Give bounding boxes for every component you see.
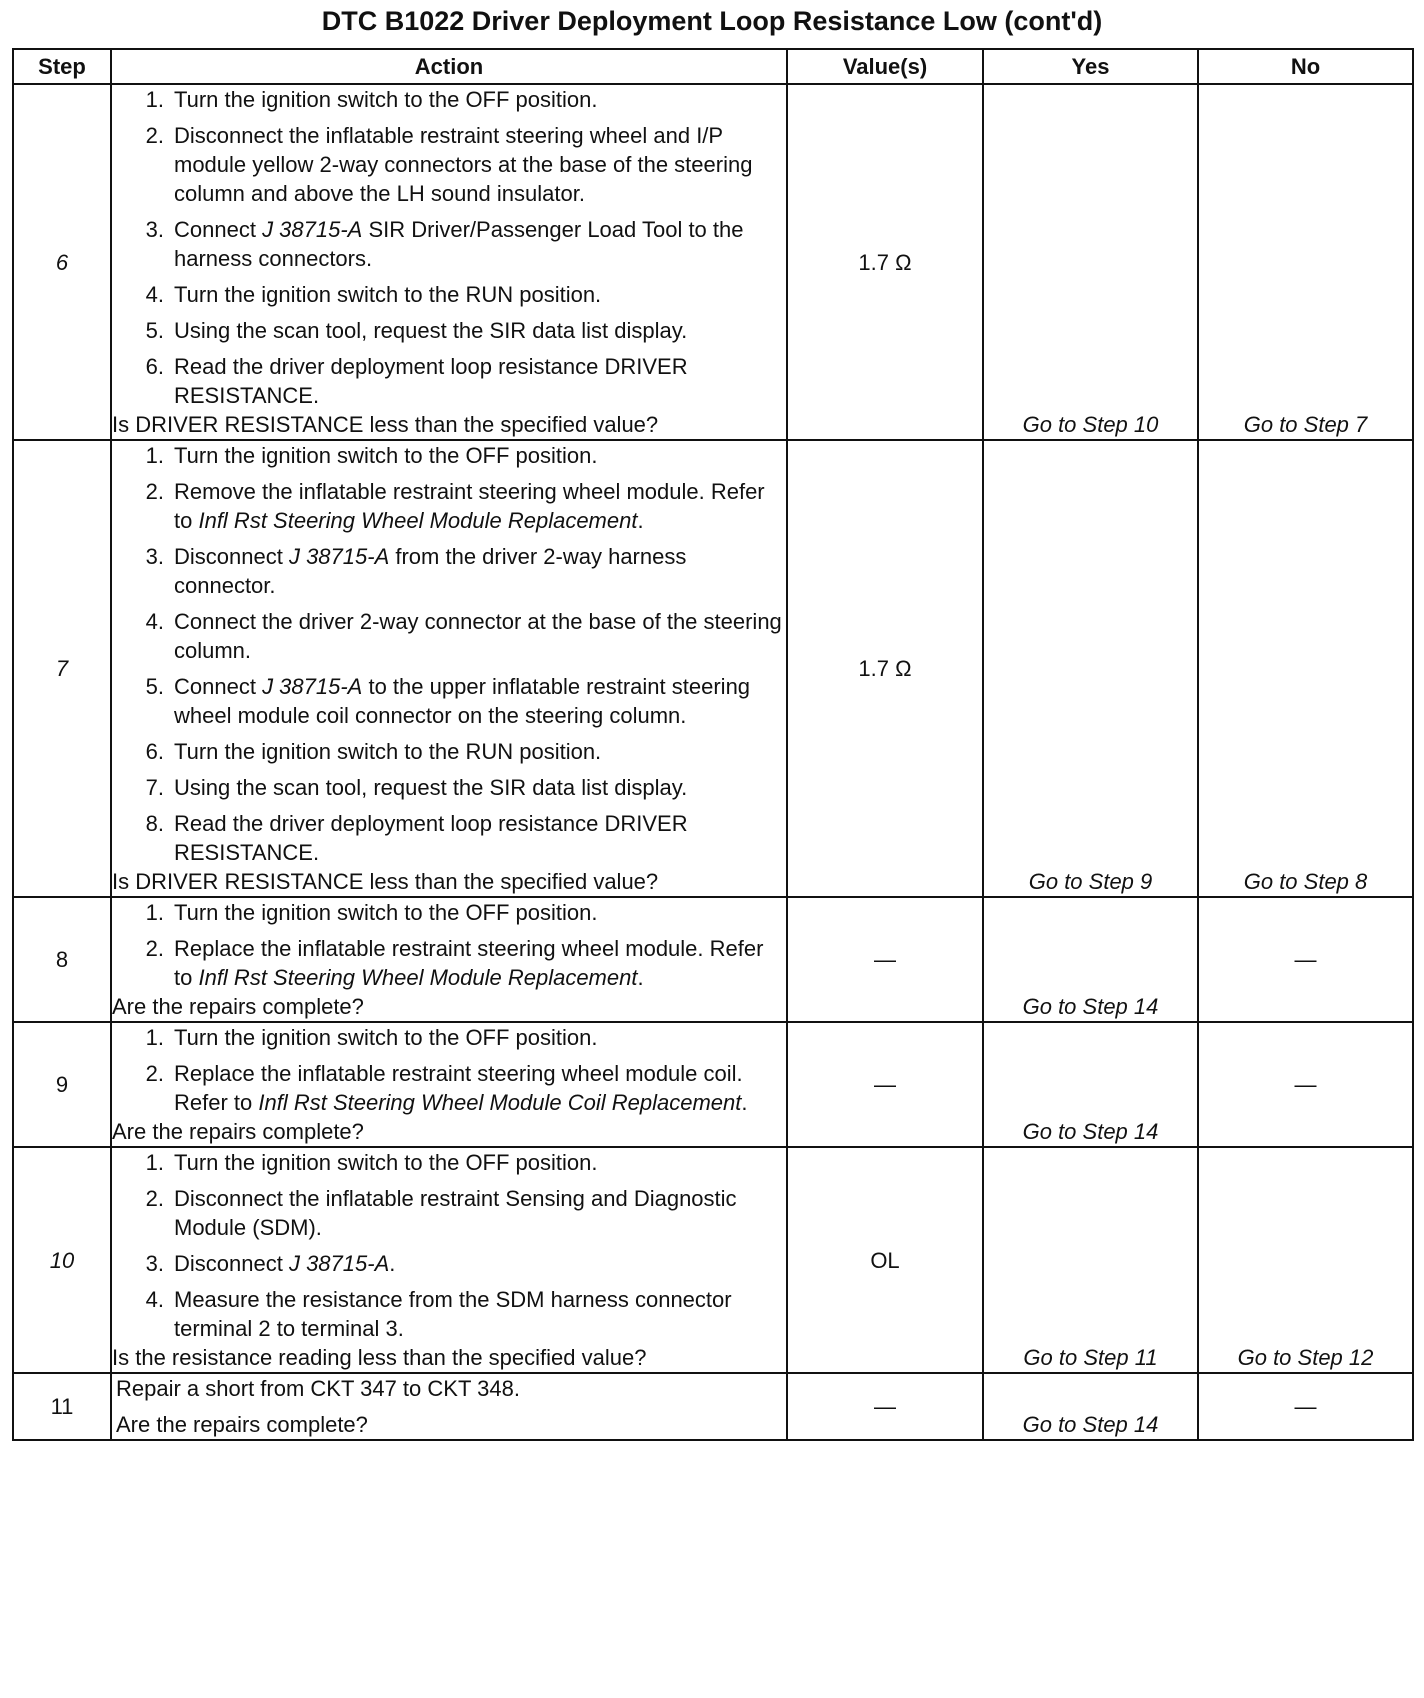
manual-reference: Infl Rst Steering Wheel Module Replacement <box>198 508 638 533</box>
action-list <box>112 85 786 410</box>
action-cell <box>111 1147 787 1373</box>
item-text: Read the driver deployment loop resistance DRIVER RESISTANCE. <box>174 811 688 865</box>
step-number: 6 <box>13 84 111 440</box>
step-number: 11 <box>13 1373 111 1440</box>
item-number: 6. <box>145 739 164 764</box>
item-number: 7. <box>145 775 164 800</box>
action-item <box>112 1184 786 1242</box>
step-number: 10 <box>13 1147 111 1373</box>
item-number: 2. <box>145 1061 164 1086</box>
no-cell: Go to Step 7 <box>1198 84 1413 440</box>
action-item <box>112 1059 786 1117</box>
item-number: 1. <box>145 443 164 468</box>
item-number: 5. <box>145 674 164 699</box>
item-text: Remove the inflatable restraint steering wheel module. Refer to <box>174 479 765 533</box>
item-number: 4. <box>145 609 164 634</box>
value-cell: — <box>787 1373 983 1440</box>
action-item <box>112 672 786 730</box>
item-number: 5. <box>145 318 164 343</box>
action-list <box>112 441 786 867</box>
table-row-step-6 <box>13 84 1413 440</box>
item-number: 2. <box>145 123 164 148</box>
no-cell: — <box>1198 897 1413 1022</box>
item-number: 2. <box>145 936 164 961</box>
header-no: No <box>1198 49 1413 84</box>
action-item <box>112 1285 786 1343</box>
value-cell: — <box>787 897 983 1022</box>
item-text: Turn the ignition switch to the OFF position. <box>174 1150 598 1175</box>
action-question: Is DRIVER RESISTANCE less than the specified value? <box>112 412 659 437</box>
item-text: . <box>637 965 644 990</box>
manual-reference: Infl Rst Steering Wheel Module Coil Replacement <box>258 1090 742 1115</box>
item-text: . <box>741 1090 748 1115</box>
action-cell <box>111 897 787 1022</box>
action-item <box>112 607 786 665</box>
action-question: Are the repairs complete? <box>116 1412 368 1437</box>
table-row-step-10 <box>13 1147 1413 1373</box>
item-text: to the upper inflatable restraint steering wheel module coil connector on the steering column. <box>174 674 751 728</box>
item-number: 2. <box>145 1186 164 1211</box>
action-item <box>112 773 786 802</box>
no-cell: Go to Step 12 <box>1198 1147 1413 1373</box>
action-question: Are the repairs complete? <box>112 994 364 1019</box>
step-number: 9 <box>13 1022 111 1147</box>
item-number: 3. <box>145 217 164 242</box>
header-step: Step <box>13 49 111 84</box>
item-text: Disconnect <box>174 1251 289 1276</box>
item-text: Replace the inflatable restraint steering wheel module coil. Refer to <box>174 1061 743 1115</box>
item-text: Turn the ignition switch to the OFF position. <box>174 1025 598 1050</box>
item-number: 3. <box>145 1251 164 1276</box>
item-number: 4. <box>145 1287 164 1312</box>
action-list <box>112 898 786 992</box>
item-text: SIR Driver/Passenger Load Tool to the harness connectors. <box>174 217 744 271</box>
item-text: . <box>389 1251 396 1276</box>
table-row-step-8 <box>13 897 1413 1022</box>
action-item <box>112 215 786 273</box>
item-text: Read the driver deployment loop resistance DRIVER RESISTANCE. <box>174 354 688 408</box>
yes-cell: Go to Step 9 <box>983 440 1198 897</box>
action-cell <box>111 1022 787 1147</box>
table-row-step-9 <box>13 1022 1413 1147</box>
item-number: 1. <box>145 1150 164 1175</box>
action-item <box>112 1249 786 1278</box>
action-item <box>112 934 786 992</box>
table-row-step-7 <box>13 440 1413 897</box>
no-cell: Go to Step 8 <box>1198 440 1413 897</box>
tool-reference: J 38715-A <box>262 217 363 242</box>
item-text: Connect <box>174 217 263 242</box>
no-cell: — <box>1198 1022 1413 1147</box>
tool-reference: J 38715-A <box>262 674 363 699</box>
tool-reference: J 38715-A <box>288 544 390 569</box>
item-text: Measure the resistance from the SDM harness connector terminal 2 to terminal 3. <box>174 1287 732 1341</box>
action-item <box>112 898 786 927</box>
item-text: Turn the ignition switch to the OFF position. <box>174 443 598 468</box>
yes-cell: Go to Step 14 <box>983 897 1198 1022</box>
action-question: Is the resistance reading less than the specified value? <box>112 1345 647 1370</box>
action-item <box>112 121 786 208</box>
item-number: 6. <box>145 354 164 379</box>
action-item <box>112 809 786 867</box>
item-text: Disconnect <box>174 544 289 569</box>
header-yes: Yes <box>983 49 1198 84</box>
item-text: Disconnect the inflatable restraint steering wheel and I/P module yellow 2-way connectors at the base of the steering column and above the LH sound insulator. <box>174 123 753 206</box>
action-question: Are the repairs complete? <box>112 1119 364 1144</box>
diagnostic-table <box>12 48 1414 1441</box>
header-row <box>13 49 1413 84</box>
item-text: Using the scan tool, request the SIR data list display. <box>174 775 688 800</box>
item-number: 1. <box>145 87 164 112</box>
action-question: Is DRIVER RESISTANCE less than the specified value? <box>112 869 659 894</box>
item-text: Using the scan tool, request the SIR data list display. <box>174 318 688 343</box>
action-item <box>112 441 786 470</box>
value-cell: 1.7 Ω <box>787 84 983 440</box>
action-item <box>112 737 786 766</box>
manual-reference: Infl Rst Steering Wheel Module Replacement <box>198 965 638 990</box>
item-text: Replace the inflatable restraint steering wheel module. Refer to <box>174 936 764 990</box>
yes-cell: Go to Step 10 <box>983 84 1198 440</box>
item-text: Turn the ignition switch to the RUN position. <box>174 739 602 764</box>
page-title: DTC B1022 Driver Deployment Loop Resistance Low (cont'd) <box>321 6 1103 36</box>
action-list <box>112 1023 786 1117</box>
action-item <box>112 1148 786 1177</box>
action-item <box>112 316 786 345</box>
item-text: . <box>637 508 644 533</box>
value-cell: — <box>787 1022 983 1147</box>
yes-cell: Go to Step 11 <box>983 1147 1198 1373</box>
action-cell <box>111 440 787 897</box>
item-text: Turn the ignition switch to the OFF position. <box>174 900 598 925</box>
action-cell <box>111 1373 787 1440</box>
item-number: 3. <box>145 544 164 569</box>
action-list <box>112 1148 786 1343</box>
item-text: Disconnect the inflatable restraint Sensing and Diagnostic Module (SDM). <box>174 1186 737 1240</box>
item-text: Turn the ignition switch to the RUN position. <box>174 282 602 307</box>
item-number: 1. <box>145 900 164 925</box>
value-cell: OL <box>787 1147 983 1373</box>
header-values: Value(s) <box>787 49 983 84</box>
item-number: 8. <box>145 811 164 836</box>
item-text: Turn the ignition switch to the OFF position. <box>174 87 598 112</box>
item-number: 2. <box>145 479 164 504</box>
action-item <box>112 477 786 535</box>
no-cell: — <box>1198 1373 1413 1440</box>
step-number: 8 <box>13 897 111 1022</box>
header-action: Action <box>111 49 787 84</box>
item-text: from the driver 2-way harness connector. <box>174 544 687 598</box>
yes-cell: Go to Step 14 <box>983 1022 1198 1147</box>
action-text: Repair a short from CKT 347 to CKT 348. <box>116 1376 520 1401</box>
action-item <box>112 85 786 114</box>
item-number: 4. <box>145 282 164 307</box>
step-number: 7 <box>13 440 111 897</box>
item-text: Connect the driver 2-way connector at the base of the steering column. <box>174 609 782 663</box>
action-item <box>112 542 786 600</box>
action-item <box>112 1023 786 1052</box>
yes-cell: Go to Step 14 <box>983 1373 1198 1440</box>
tool-reference: J 38715-A <box>288 1251 390 1276</box>
value-cell: 1.7 Ω <box>787 440 983 897</box>
item-number: 1. <box>145 1025 164 1050</box>
action-item <box>112 352 786 410</box>
table-row-step-11 <box>13 1373 1413 1440</box>
action-item <box>112 280 786 309</box>
item-text: Connect <box>174 674 263 699</box>
action-cell <box>111 84 787 440</box>
